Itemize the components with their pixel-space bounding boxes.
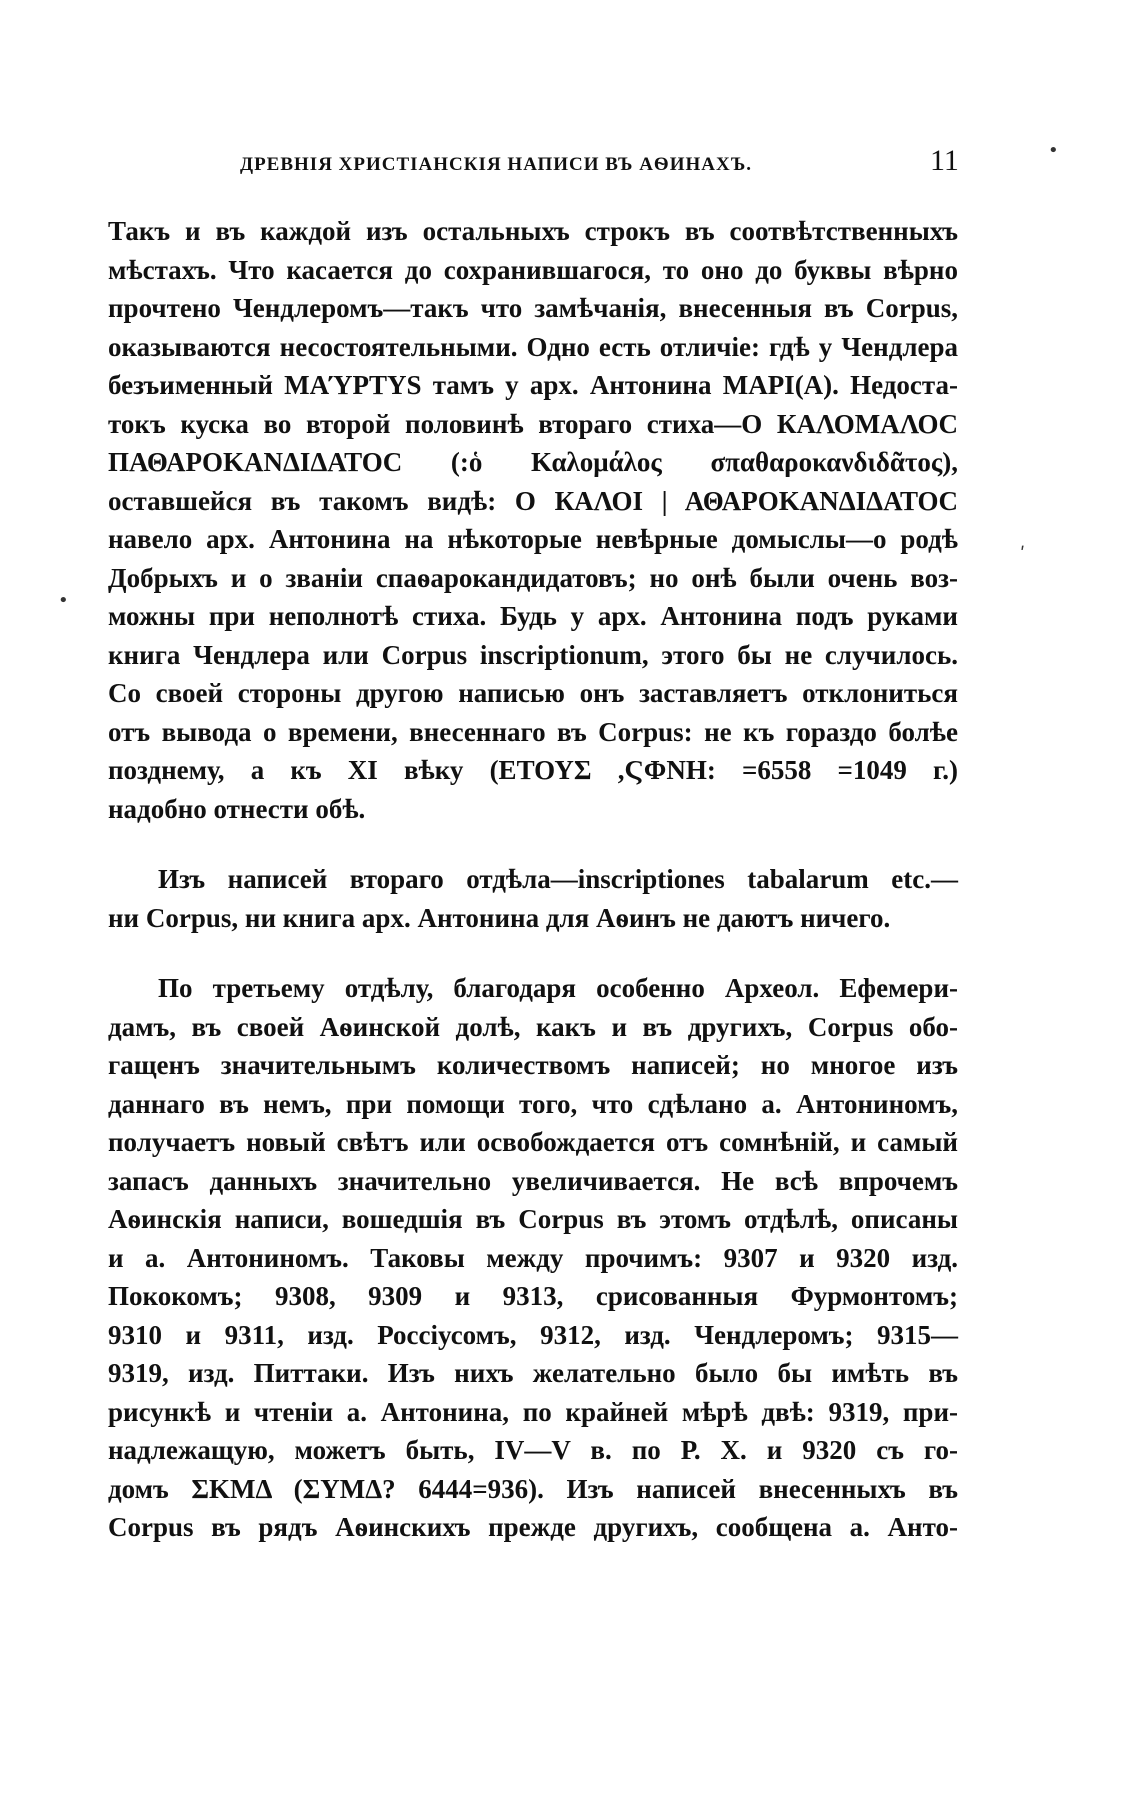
text-line: и а. Антониномъ. Таковы между прочимъ: 9307 и 9320 изд. xyxy=(108,1242,958,1273)
text-line: получаетъ новый свѣтъ или освобождается отъ сомнѣній, и самый xyxy=(108,1127,958,1157)
text-line: даннаго въ немъ, при помощи того, что сдѣлано а. Антониномъ, xyxy=(108,1088,958,1119)
text-line: гащенъ значительнымъ количествомъ написей; но многое изъ xyxy=(108,1050,958,1080)
text-line: оставшейся въ такомъ видѣ: О КАΛΟΙ | ΑΘΑΡΟΚΑΝΔΙΔΑΤΟС xyxy=(108,485,958,516)
text-line: прочтено Чендлеромъ—такъ что замѣчанія, внесенныя въ Corpus, xyxy=(108,293,958,323)
text-line: книга Чендлера или Corpus inscriptionum, этого бы не случилось. xyxy=(108,639,958,670)
text-line: дамъ, въ своей Аѳинской долѣ, какъ и въ другихъ, Corpus обо- xyxy=(108,1011,958,1042)
scan-speck: • xyxy=(58,590,69,611)
text-line: Изъ написей втораго отдѣла—inscriptiones tabalarum etc.— xyxy=(158,864,958,894)
scan-speck: • xyxy=(1048,140,1059,161)
text-line: ни Corpus, ни книга арх. Антонина для Аѳинъ не даютъ ничего. xyxy=(108,902,891,933)
text-line: запасъ данныхъ значительно увеличивается. Не всѣ впрочемъ xyxy=(108,1165,958,1196)
text-line: позднему, а къ XI вѣку (ΕΤΟΥΣ ,ϚΦΝΗ: =6558 =1049 г.) xyxy=(108,755,958,785)
running-title: ДРЕВНІЯ ХРИСТІАНСКІЯ НАПИСИ ВЪ АѲИНАХЪ. xyxy=(240,154,752,175)
text-line: оказываются несостоятельными. Одно есть отличіе: гдѣ у Чендлера xyxy=(108,331,958,362)
text-line: рисункѣ и чтеніи а. Антонина, по крайней мѣрѣ двѣ: 9319, при- xyxy=(108,1396,958,1427)
text-line: Corpus въ рядъ Аѳинскихъ прежде другихъ, сообщена а. Анто- xyxy=(108,1512,958,1542)
paragraph-gap xyxy=(108,828,958,860)
text-line: надобно отнести обѣ. xyxy=(108,793,366,824)
text-line: навело арх. Антонина на нѣкоторые невѣрные домыслы—о родѣ xyxy=(108,524,958,554)
paragraph-1 xyxy=(108,212,958,828)
page-number: 11 xyxy=(930,144,959,177)
text-line: домъ ΣΚΜΔ (ΣΥΜΔ? 6444=936). Изъ написей внесенныхъ въ xyxy=(108,1473,958,1504)
text-line: отъ вывода о времени, внесеннаго въ Corpus: не къ гораздо болѣе xyxy=(108,716,958,747)
paragraph-3 xyxy=(108,969,958,1547)
text-line: токъ куска во второй половинѣ втораго стиха—О КАΛΟΜΑΛΟС xyxy=(108,408,958,439)
text-line: ΠΑΘΑΡΟΚΑΝΔΙΔΑΤΟС (:ὁ Καλομάλος σπαθαροκανδιδᾶτος), xyxy=(108,447,958,477)
text-line: Добрыхъ и о званіи спаѳарокандидатовъ; но онѣ были очень воз- xyxy=(108,562,958,593)
text-line: По третьему отдѣлу, благодаря особенно Археол. Ефемери- xyxy=(158,973,958,1003)
text-line: Аѳинскія написи, вошедшія въ Corpus въ этомъ отдѣлѣ, описаны xyxy=(108,1204,958,1234)
text-line: можны при неполнотѣ стиха. Будь у арх. Антонина подъ руками xyxy=(108,601,958,631)
body-text xyxy=(108,212,958,1547)
text-line: 9319, изд. Питтаки. Изъ нихъ желательно было бы имѣть въ xyxy=(108,1358,958,1388)
text-line: мѣстахъ. Что касается до сохранившагося, то оно до буквы вѣрно xyxy=(108,254,958,285)
text-line: Пококомъ; 9308, 9309 и 9313, срисованныя Фурмонтомъ; xyxy=(108,1281,958,1311)
text-line: Такъ и въ каждой изъ остальныхъ строкъ въ соотвѣтственныхъ xyxy=(108,216,958,246)
paragraph-gap xyxy=(108,937,958,969)
text-line: безъименный МАΎΡΤΥS тамъ у арх. Антонина МАРІ(А). Недоста- xyxy=(108,370,958,400)
text-line: надлежащую, можетъ быть, IV—V в. по Р. Х. и 9320 съ го- xyxy=(108,1435,958,1465)
text-line: 9310 и 9311, изд. Россіусомъ, 9312, изд. Чендлеромъ; 9315— xyxy=(108,1319,958,1350)
paragraph-2 xyxy=(108,860,958,937)
text-line: Со своей стороны другою написью онъ заставляетъ отклониться xyxy=(108,678,958,708)
scan-speck: ʹ xyxy=(1020,544,1026,565)
running-header xyxy=(240,144,959,180)
